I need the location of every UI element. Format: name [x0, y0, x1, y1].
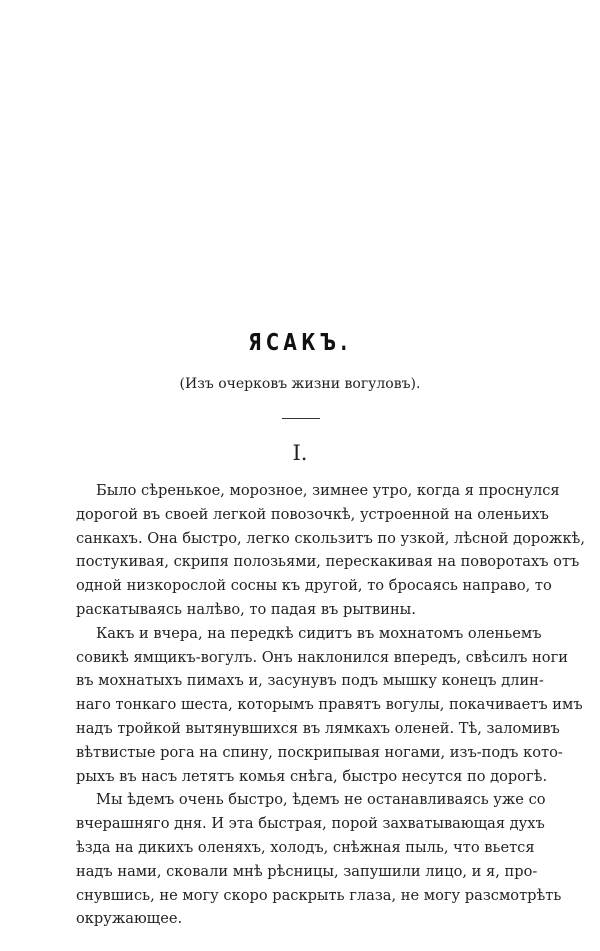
text-line: санкахъ. Она быстро, легко скользитъ по узкой, лѣсной дорожкѣ,	[76, 529, 585, 547]
text-line: надъ тройкой вытянувшихся въ лямкахъ оленей. Тѣ, заломивъ	[76, 719, 560, 737]
text-line: постукивая, скрипя полозьями, перескакивая на поворотахъ отъ	[76, 553, 580, 571]
text-line: ѣзда на дикихъ оленяхъ, холодъ, снѣжная пыль, что вьется	[76, 838, 535, 856]
section-number: I.	[292, 441, 308, 465]
body-text	[76, 479, 585, 931]
text-line: вѣтвистые рога на спину, поскрипывая ногами, изъ-подъ кото-	[76, 743, 563, 761]
text-line: одной низкорослой сосны къ другой, то бросаясь направо, то	[76, 577, 552, 595]
text-line: раскатываясь налѣво, то падая въ рытвины.	[76, 600, 416, 618]
story-subtitle: (Изъ очерковъ жизни вогуловъ).	[179, 376, 421, 392]
text-line: дорогой въ своей легкой повозочкѣ, устроенной на оленьихъ	[76, 505, 549, 523]
text-line: снувшись, не могу скоро раскрыть глаза, не могу разсмотрѣть	[76, 886, 562, 904]
text-line: въ мохнатыхъ пимахъ и, засунувъ подъ мышку конецъ длин-	[76, 672, 544, 690]
divider-rule	[282, 418, 320, 419]
text-line: совикѣ ямщикъ-вогулъ. Онъ наклонился впередъ, свѣсилъ ноги	[76, 648, 568, 666]
text-line: Какъ и вчера, на передкѣ сидитъ въ мохнатомъ оленьемъ	[96, 624, 542, 642]
text-line: вчерашняго дня. И эта быстрая, порой захватывающая духъ	[76, 815, 545, 833]
story-title: ЯСАКЪ.	[248, 330, 352, 356]
text-line: Было сѣренькое, морозное, зимнее утро, когда я проснулся	[96, 482, 560, 499]
text-line: Мы ѣдемъ очень быстро, ѣдемъ не останавливаясь уже со	[96, 791, 546, 809]
text-line: окружающее.	[76, 910, 183, 928]
text-line: надъ нами, сковали мнѣ рѣсницы, запушили лицо, и я, про-	[76, 862, 538, 880]
text-line: рыхъ въ насъ летятъ комья снѣга, быстро несутся по дорогѣ.	[76, 767, 548, 785]
text-line: наго тонкаго шеста, которымъ правятъ вогулы, покачиваетъ имъ	[76, 696, 583, 714]
